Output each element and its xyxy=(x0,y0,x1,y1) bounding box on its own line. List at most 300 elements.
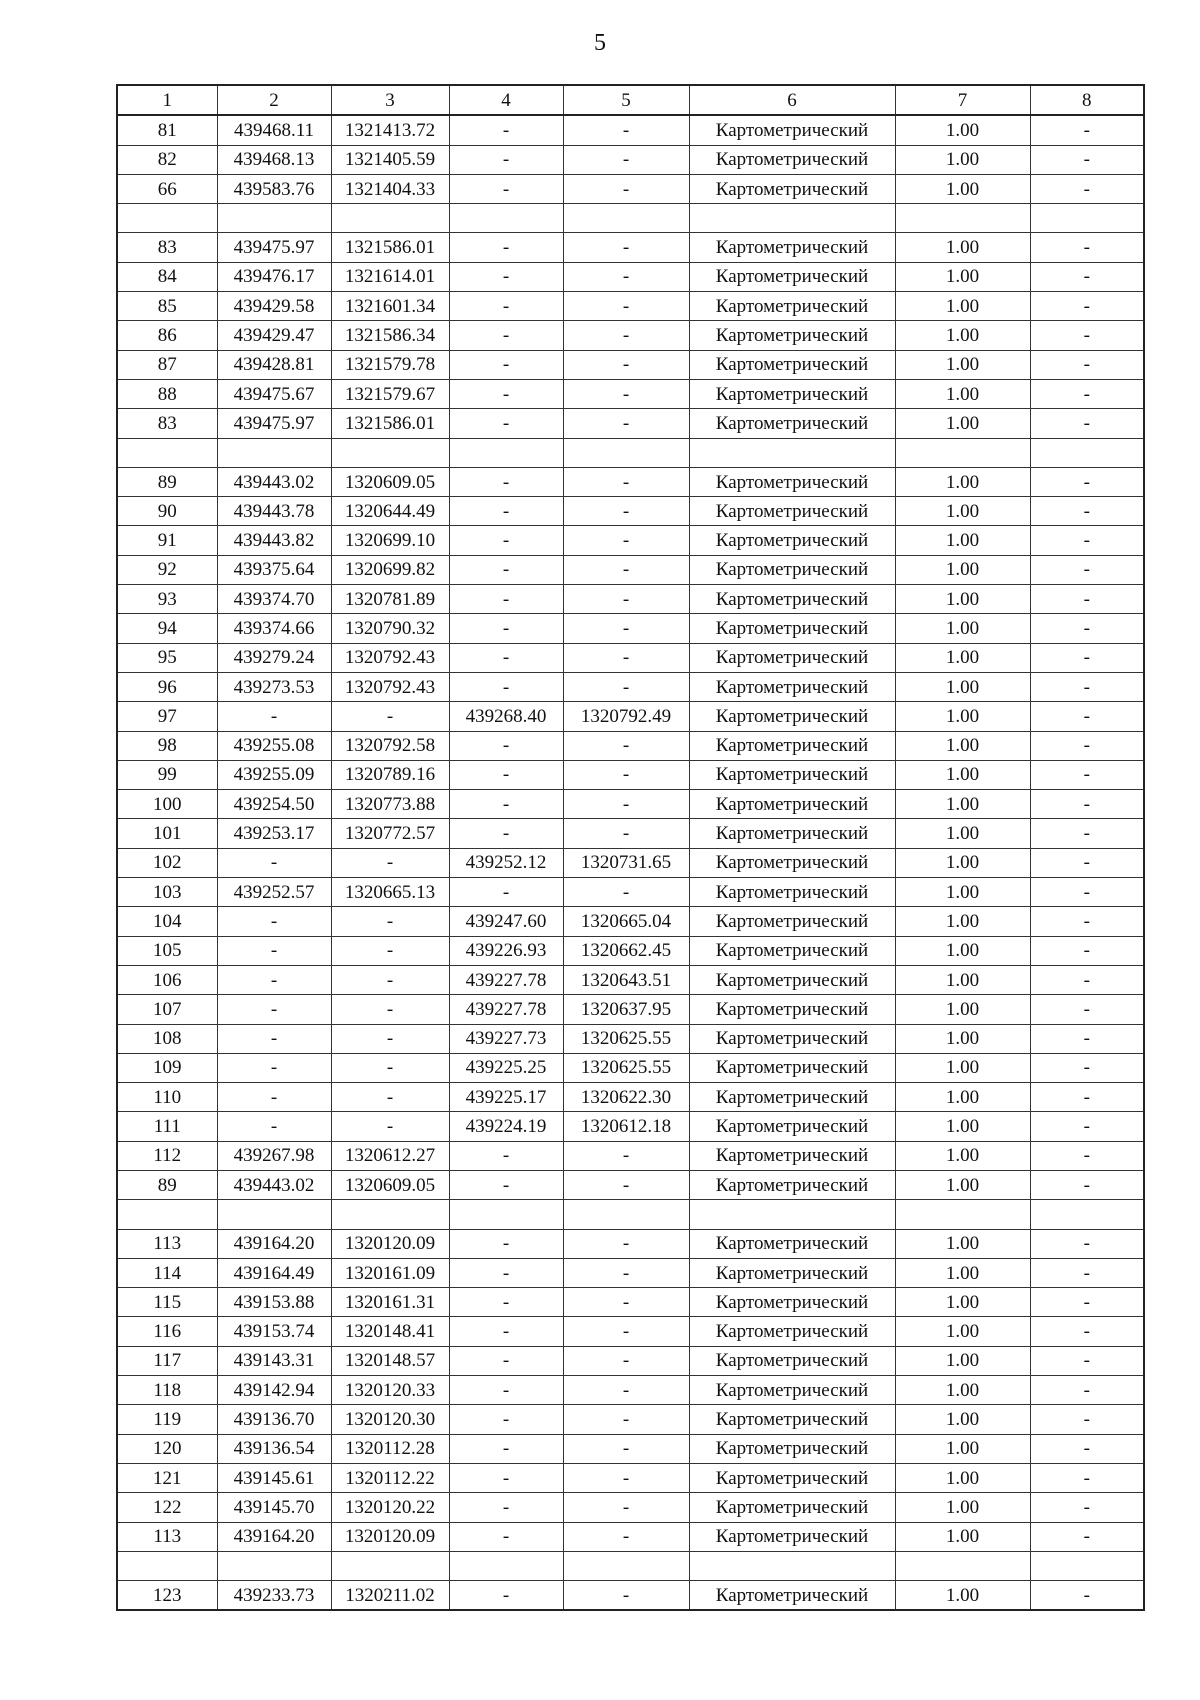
cell-y-coordinate-new xyxy=(563,1551,689,1580)
cell-point-number: 99 xyxy=(117,760,217,789)
cell-x-coordinate-new: 439226.93 xyxy=(449,936,563,965)
cell-x-coordinate: 439164.20 xyxy=(217,1229,331,1258)
cell-point-number: 95 xyxy=(117,643,217,672)
cell-point-number: 115 xyxy=(117,1288,217,1317)
cell-method: Картометрический xyxy=(689,350,895,379)
cell-x-coordinate: 439443.02 xyxy=(217,1170,331,1199)
cell-y-coordinate: 1320699.82 xyxy=(331,555,449,584)
cell-x-coordinate-new: - xyxy=(449,672,563,701)
cell-point-number: 106 xyxy=(117,965,217,994)
cell-x-coordinate: 439233.73 xyxy=(217,1581,331,1611)
cell-accuracy: 1.00 xyxy=(895,409,1030,438)
cell-x-coordinate-new: - xyxy=(449,1493,563,1522)
cell-accuracy: 1.00 xyxy=(895,878,1030,907)
cell-y-coordinate-new: - xyxy=(563,350,689,379)
cell-y-coordinate-new: - xyxy=(563,790,689,819)
cell-point-number: 102 xyxy=(117,848,217,877)
table-row xyxy=(117,848,1144,877)
cell-y-coordinate: 1320120.09 xyxy=(331,1522,449,1551)
cell-method: Картометрический xyxy=(689,760,895,789)
cell-description: - xyxy=(1030,936,1144,965)
cell-y-coordinate: 1321601.34 xyxy=(331,292,449,321)
cell-method: Картометрический xyxy=(689,233,895,262)
cell-description: - xyxy=(1030,1493,1144,1522)
cell-accuracy: 1.00 xyxy=(895,1288,1030,1317)
cell-x-coordinate-new: - xyxy=(449,1317,563,1346)
table-row xyxy=(117,1112,1144,1141)
cell-y-coordinate: 1320665.13 xyxy=(331,878,449,907)
cell-method: Картометрический xyxy=(689,672,895,701)
cell-y-coordinate: 1320792.43 xyxy=(331,672,449,701)
cell-y-coordinate: - xyxy=(331,936,449,965)
cell-method: Картометрический xyxy=(689,409,895,438)
cell-point-number: 122 xyxy=(117,1493,217,1522)
cell-point-number: 98 xyxy=(117,731,217,760)
cell-x-coordinate-new: - xyxy=(449,1141,563,1170)
cell-point-number: 97 xyxy=(117,702,217,731)
cell-description: - xyxy=(1030,350,1144,379)
cell-accuracy: 1.00 xyxy=(895,174,1030,203)
cell-y-coordinate: - xyxy=(331,965,449,994)
table-row xyxy=(117,1053,1144,1082)
table-row xyxy=(117,760,1144,789)
cell-x-coordinate-new: - xyxy=(449,174,563,203)
table-row xyxy=(117,555,1144,584)
cell-y-coordinate: 1320609.05 xyxy=(331,1170,449,1199)
cell-x-coordinate-new: - xyxy=(449,233,563,262)
cell-x-coordinate: 439255.09 xyxy=(217,760,331,789)
cell-y-coordinate: 1320148.57 xyxy=(331,1346,449,1375)
cell-method: Картометрический xyxy=(689,702,895,731)
cell-point-number: 117 xyxy=(117,1346,217,1375)
table-row xyxy=(117,321,1144,350)
cell-x-coordinate-new: - xyxy=(449,379,563,408)
cell-description: - xyxy=(1030,731,1144,760)
cell-y-coordinate-new: - xyxy=(563,145,689,174)
cell-point-number: 96 xyxy=(117,672,217,701)
cell-y-coordinate: 1320772.57 xyxy=(331,819,449,848)
cell-y-coordinate-new: - xyxy=(563,1522,689,1551)
cell-x-coordinate-new: - xyxy=(449,819,563,848)
cell-y-coordinate-new: 1320665.04 xyxy=(563,907,689,936)
cell-description: - xyxy=(1030,1522,1144,1551)
cell-x-coordinate xyxy=(217,1551,331,1580)
cell-method: Картометрический xyxy=(689,1112,895,1141)
cell-point-number: 92 xyxy=(117,555,217,584)
cell-y-coordinate: - xyxy=(331,907,449,936)
cell-point-number: 85 xyxy=(117,292,217,321)
cell-x-coordinate: 439443.82 xyxy=(217,526,331,555)
cell-accuracy: 1.00 xyxy=(895,1522,1030,1551)
cell-x-coordinate: - xyxy=(217,936,331,965)
cell-x-coordinate: - xyxy=(217,995,331,1024)
cell-description: - xyxy=(1030,233,1144,262)
cell-description: - xyxy=(1030,585,1144,614)
cell-y-coordinate: 1320792.43 xyxy=(331,643,449,672)
cell-y-coordinate-new: - xyxy=(563,878,689,907)
cell-x-coordinate-new: 439268.40 xyxy=(449,702,563,731)
cell-accuracy: 1.00 xyxy=(895,115,1030,145)
table-header-row xyxy=(117,85,1144,115)
cell-x-coordinate-new: - xyxy=(449,760,563,789)
cell-point-number: 91 xyxy=(117,526,217,555)
table-row xyxy=(117,262,1144,291)
cell-point-number: 82 xyxy=(117,145,217,174)
cell-y-coordinate-new: - xyxy=(563,174,689,203)
column-header-4: 4 xyxy=(449,85,563,115)
cell-x-coordinate-new: - xyxy=(449,497,563,526)
cell-method: Картометрический xyxy=(689,1024,895,1053)
cell-x-coordinate: 439164.49 xyxy=(217,1258,331,1287)
cell-point-number: 113 xyxy=(117,1229,217,1258)
cell-method: Картометрический xyxy=(689,467,895,496)
cell-x-coordinate: 439583.76 xyxy=(217,174,331,203)
cell-x-coordinate: 439429.58 xyxy=(217,292,331,321)
page-number: 5 xyxy=(594,30,606,56)
cell-accuracy: 1.00 xyxy=(895,965,1030,994)
cell-method: Картометрический xyxy=(689,174,895,203)
cell-method: Картометрический xyxy=(689,497,895,526)
cell-x-coordinate-new: - xyxy=(449,1405,563,1434)
cell-x-coordinate-new: - xyxy=(449,555,563,584)
table-row xyxy=(117,819,1144,848)
cell-method: Картометрический xyxy=(689,643,895,672)
cell-accuracy: 1.00 xyxy=(895,497,1030,526)
table-row xyxy=(117,1493,1144,1522)
cell-point-number: 111 xyxy=(117,1112,217,1141)
cell-description: - xyxy=(1030,1258,1144,1287)
cell-y-coordinate: - xyxy=(331,1112,449,1141)
cell-y-coordinate: 1320699.10 xyxy=(331,526,449,555)
cell-accuracy: 1.00 xyxy=(895,1581,1030,1611)
cell-accuracy: 1.00 xyxy=(895,350,1030,379)
cell-x-coordinate: - xyxy=(217,1112,331,1141)
cell-description: - xyxy=(1030,1434,1144,1463)
cell-y-coordinate: 1321413.72 xyxy=(331,115,449,145)
cell-description: - xyxy=(1030,262,1144,291)
cell-accuracy: 1.00 xyxy=(895,614,1030,643)
table-row xyxy=(117,204,1144,233)
cell-accuracy xyxy=(895,1200,1030,1229)
cell-method: Картометрический xyxy=(689,1288,895,1317)
cell-x-coordinate-new: - xyxy=(449,409,563,438)
cell-y-coordinate-new: - xyxy=(563,1141,689,1170)
cell-y-coordinate-new: - xyxy=(563,1229,689,1258)
cell-y-coordinate: 1320612.27 xyxy=(331,1141,449,1170)
cell-y-coordinate: 1320789.16 xyxy=(331,760,449,789)
cell-description: - xyxy=(1030,292,1144,321)
cell-method xyxy=(689,1200,895,1229)
cell-description: - xyxy=(1030,672,1144,701)
cell-method: Картометрический xyxy=(689,1405,895,1434)
cell-y-coordinate: 1320120.30 xyxy=(331,1405,449,1434)
cell-method: Картометрический xyxy=(689,848,895,877)
cell-point-number: 118 xyxy=(117,1376,217,1405)
cell-description: - xyxy=(1030,1141,1144,1170)
cell-x-coordinate-new: - xyxy=(449,1258,563,1287)
cell-x-coordinate-new: - xyxy=(449,643,563,672)
table-row xyxy=(117,233,1144,262)
cell-point-number: 109 xyxy=(117,1053,217,1082)
table-row xyxy=(117,292,1144,321)
cell-y-coordinate-new: - xyxy=(563,467,689,496)
cell-method: Картометрический xyxy=(689,292,895,321)
cell-y-coordinate: 1321586.01 xyxy=(331,233,449,262)
cell-y-coordinate-new: 1320625.55 xyxy=(563,1053,689,1082)
cell-point-number: 86 xyxy=(117,321,217,350)
cell-method: Картометрический xyxy=(689,995,895,1024)
table-row xyxy=(117,1083,1144,1112)
cell-accuracy: 1.00 xyxy=(895,819,1030,848)
cell-y-coordinate-new: - xyxy=(563,555,689,584)
cell-description: - xyxy=(1030,526,1144,555)
cell-accuracy: 1.00 xyxy=(895,379,1030,408)
table-row xyxy=(117,526,1144,555)
cell-point-number: 107 xyxy=(117,995,217,1024)
cell-x-coordinate-new: - xyxy=(449,1288,563,1317)
cell-x-coordinate-new xyxy=(449,204,563,233)
cell-x-coordinate: - xyxy=(217,1083,331,1112)
cell-description xyxy=(1030,1551,1144,1580)
cell-x-coordinate-new: - xyxy=(449,1434,563,1463)
cell-method: Картометрический xyxy=(689,819,895,848)
cell-y-coordinate: 1320781.89 xyxy=(331,585,449,614)
cell-accuracy: 1.00 xyxy=(895,1493,1030,1522)
cell-x-coordinate-new: - xyxy=(449,790,563,819)
cell-x-coordinate-new: - xyxy=(449,1170,563,1199)
cell-accuracy: 1.00 xyxy=(895,1141,1030,1170)
cell-point-number: 108 xyxy=(117,1024,217,1053)
column-header-1: 1 xyxy=(117,85,217,115)
table-row xyxy=(117,643,1144,672)
table-row xyxy=(117,1346,1144,1375)
cell-method: Картометрический xyxy=(689,1581,895,1611)
cell-y-coordinate-new: 1320792.49 xyxy=(563,702,689,731)
table-row xyxy=(117,1581,1144,1611)
table-row xyxy=(117,1551,1144,1580)
cell-y-coordinate-new: - xyxy=(563,262,689,291)
cell-method: Картометрический xyxy=(689,1229,895,1258)
cell-y-coordinate-new: 1320622.30 xyxy=(563,1083,689,1112)
cell-x-coordinate: 439279.24 xyxy=(217,643,331,672)
cell-point-number: 105 xyxy=(117,936,217,965)
cell-y-coordinate-new xyxy=(563,438,689,467)
table-row xyxy=(117,1434,1144,1463)
cell-description: - xyxy=(1030,702,1144,731)
cell-y-coordinate xyxy=(331,1200,449,1229)
cell-accuracy: 1.00 xyxy=(895,1053,1030,1082)
table-row xyxy=(117,790,1144,819)
cell-x-coordinate: 439143.31 xyxy=(217,1346,331,1375)
cell-y-coordinate xyxy=(331,438,449,467)
cell-description: - xyxy=(1030,790,1144,819)
cell-method: Картометрический xyxy=(689,790,895,819)
cell-point-number: 93 xyxy=(117,585,217,614)
cell-description: - xyxy=(1030,1405,1144,1434)
cell-y-coordinate-new: - xyxy=(563,731,689,760)
cell-y-coordinate-new: - xyxy=(563,1405,689,1434)
cell-y-coordinate-new: - xyxy=(563,1346,689,1375)
cell-y-coordinate: 1320644.49 xyxy=(331,497,449,526)
cell-y-coordinate-new: 1320637.95 xyxy=(563,995,689,1024)
table-row xyxy=(117,1141,1144,1170)
cell-method: Картометрический xyxy=(689,262,895,291)
cell-x-coordinate: 439254.50 xyxy=(217,790,331,819)
table-row xyxy=(117,672,1144,701)
cell-x-coordinate: 439443.02 xyxy=(217,467,331,496)
cell-accuracy: 1.00 xyxy=(895,1229,1030,1258)
cell-y-coordinate-new xyxy=(563,1200,689,1229)
cell-point-number: 104 xyxy=(117,907,217,936)
cell-x-coordinate: 439145.61 xyxy=(217,1463,331,1492)
cell-x-coordinate-new: 439224.19 xyxy=(449,1112,563,1141)
cell-x-coordinate: 439267.98 xyxy=(217,1141,331,1170)
cell-y-coordinate: 1321586.01 xyxy=(331,409,449,438)
cell-method xyxy=(689,204,895,233)
cell-description: - xyxy=(1030,1346,1144,1375)
table-row xyxy=(117,878,1144,907)
cell-accuracy xyxy=(895,204,1030,233)
cell-point-number: 103 xyxy=(117,878,217,907)
cell-description: - xyxy=(1030,1463,1144,1492)
cell-accuracy: 1.00 xyxy=(895,1346,1030,1375)
table-row xyxy=(117,1170,1144,1199)
cell-y-coordinate-new: - xyxy=(563,1258,689,1287)
table-row xyxy=(117,174,1144,203)
cell-description: - xyxy=(1030,497,1144,526)
cell-point-number: 89 xyxy=(117,467,217,496)
cell-x-coordinate-new: - xyxy=(449,115,563,145)
cell-method xyxy=(689,1551,895,1580)
table-row xyxy=(117,145,1144,174)
cell-x-coordinate: 439255.08 xyxy=(217,731,331,760)
coordinates-table xyxy=(116,84,1145,1611)
cell-x-coordinate: 439164.20 xyxy=(217,1522,331,1551)
cell-x-coordinate: 439476.17 xyxy=(217,262,331,291)
cell-x-coordinate-new: - xyxy=(449,145,563,174)
cell-y-coordinate-new: - xyxy=(563,497,689,526)
cell-y-coordinate: 1320148.41 xyxy=(331,1317,449,1346)
cell-y-coordinate: 1320120.33 xyxy=(331,1376,449,1405)
cell-x-coordinate-new xyxy=(449,1551,563,1580)
column-header-5: 5 xyxy=(563,85,689,115)
cell-y-coordinate-new: 1320612.18 xyxy=(563,1112,689,1141)
cell-description: - xyxy=(1030,467,1144,496)
cell-y-coordinate-new: 1320643.51 xyxy=(563,965,689,994)
cell-method: Картометрический xyxy=(689,731,895,760)
cell-point-number: 119 xyxy=(117,1405,217,1434)
cell-accuracy xyxy=(895,1551,1030,1580)
cell-description: - xyxy=(1030,760,1144,789)
cell-description: - xyxy=(1030,878,1144,907)
cell-x-coordinate-new: - xyxy=(449,585,563,614)
cell-y-coordinate-new: - xyxy=(563,115,689,145)
cell-y-coordinate: 1320773.88 xyxy=(331,790,449,819)
cell-description: - xyxy=(1030,1024,1144,1053)
cell-x-coordinate: 439443.78 xyxy=(217,497,331,526)
cell-x-coordinate xyxy=(217,204,331,233)
cell-point-number xyxy=(117,438,217,467)
table-row xyxy=(117,907,1144,936)
table-row xyxy=(117,936,1144,965)
column-header-2: 2 xyxy=(217,85,331,115)
cell-x-coordinate: 439468.13 xyxy=(217,145,331,174)
table-row xyxy=(117,467,1144,496)
cell-accuracy: 1.00 xyxy=(895,1376,1030,1405)
cell-y-coordinate: 1320120.09 xyxy=(331,1229,449,1258)
cell-y-coordinate-new: - xyxy=(563,409,689,438)
cell-x-coordinate: - xyxy=(217,848,331,877)
column-header-8: 8 xyxy=(1030,85,1144,115)
cell-description: - xyxy=(1030,174,1144,203)
cell-method: Картометрический xyxy=(689,1258,895,1287)
cell-method: Картометрический xyxy=(689,878,895,907)
cell-y-coordinate: 1320211.02 xyxy=(331,1581,449,1611)
table-row xyxy=(117,614,1144,643)
table-row xyxy=(117,1288,1144,1317)
cell-x-coordinate: 439428.81 xyxy=(217,350,331,379)
cell-x-coordinate-new: 439227.78 xyxy=(449,995,563,1024)
cell-x-coordinate-new: 439225.25 xyxy=(449,1053,563,1082)
cell-method: Картометрический xyxy=(689,1083,895,1112)
cell-x-coordinate-new: - xyxy=(449,292,563,321)
cell-point-number: 114 xyxy=(117,1258,217,1287)
cell-y-coordinate: 1320120.22 xyxy=(331,1493,449,1522)
cell-method: Картометрический xyxy=(689,115,895,145)
cell-y-coordinate: - xyxy=(331,1024,449,1053)
cell-accuracy: 1.00 xyxy=(895,1024,1030,1053)
cell-x-coordinate: - xyxy=(217,965,331,994)
table-row xyxy=(117,497,1144,526)
cell-accuracy: 1.00 xyxy=(895,1434,1030,1463)
table-row xyxy=(117,409,1144,438)
cell-method: Картометрический xyxy=(689,1141,895,1170)
cell-point-number: 90 xyxy=(117,497,217,526)
table-row xyxy=(117,1405,1144,1434)
cell-y-coordinate-new: - xyxy=(563,379,689,408)
table-row xyxy=(117,379,1144,408)
cell-description: - xyxy=(1030,965,1144,994)
table-row xyxy=(117,731,1144,760)
cell-accuracy: 1.00 xyxy=(895,643,1030,672)
cell-accuracy: 1.00 xyxy=(895,292,1030,321)
cell-description: - xyxy=(1030,409,1144,438)
cell-y-coordinate: - xyxy=(331,848,449,877)
cell-accuracy: 1.00 xyxy=(895,672,1030,701)
cell-x-coordinate-new: 439247.60 xyxy=(449,907,563,936)
table-row xyxy=(117,115,1144,145)
cell-method: Картометрический xyxy=(689,614,895,643)
table-row xyxy=(117,585,1144,614)
column-header-6: 6 xyxy=(689,85,895,115)
cell-y-coordinate: 1320792.58 xyxy=(331,731,449,760)
cell-y-coordinate-new: - xyxy=(563,672,689,701)
cell-x-coordinate-new: - xyxy=(449,467,563,496)
cell-description: - xyxy=(1030,379,1144,408)
table-row xyxy=(117,1376,1144,1405)
cell-y-coordinate: - xyxy=(331,995,449,1024)
cell-y-coordinate: 1320161.09 xyxy=(331,1258,449,1287)
cell-y-coordinate-new: 1320731.65 xyxy=(563,848,689,877)
cell-description xyxy=(1030,1200,1144,1229)
cell-y-coordinate xyxy=(331,204,449,233)
cell-x-coordinate-new: - xyxy=(449,1346,563,1375)
cell-y-coordinate-new: - xyxy=(563,526,689,555)
cell-y-coordinate: - xyxy=(331,1053,449,1082)
cell-method: Картометрический xyxy=(689,526,895,555)
table-row xyxy=(117,702,1144,731)
cell-accuracy: 1.00 xyxy=(895,233,1030,262)
